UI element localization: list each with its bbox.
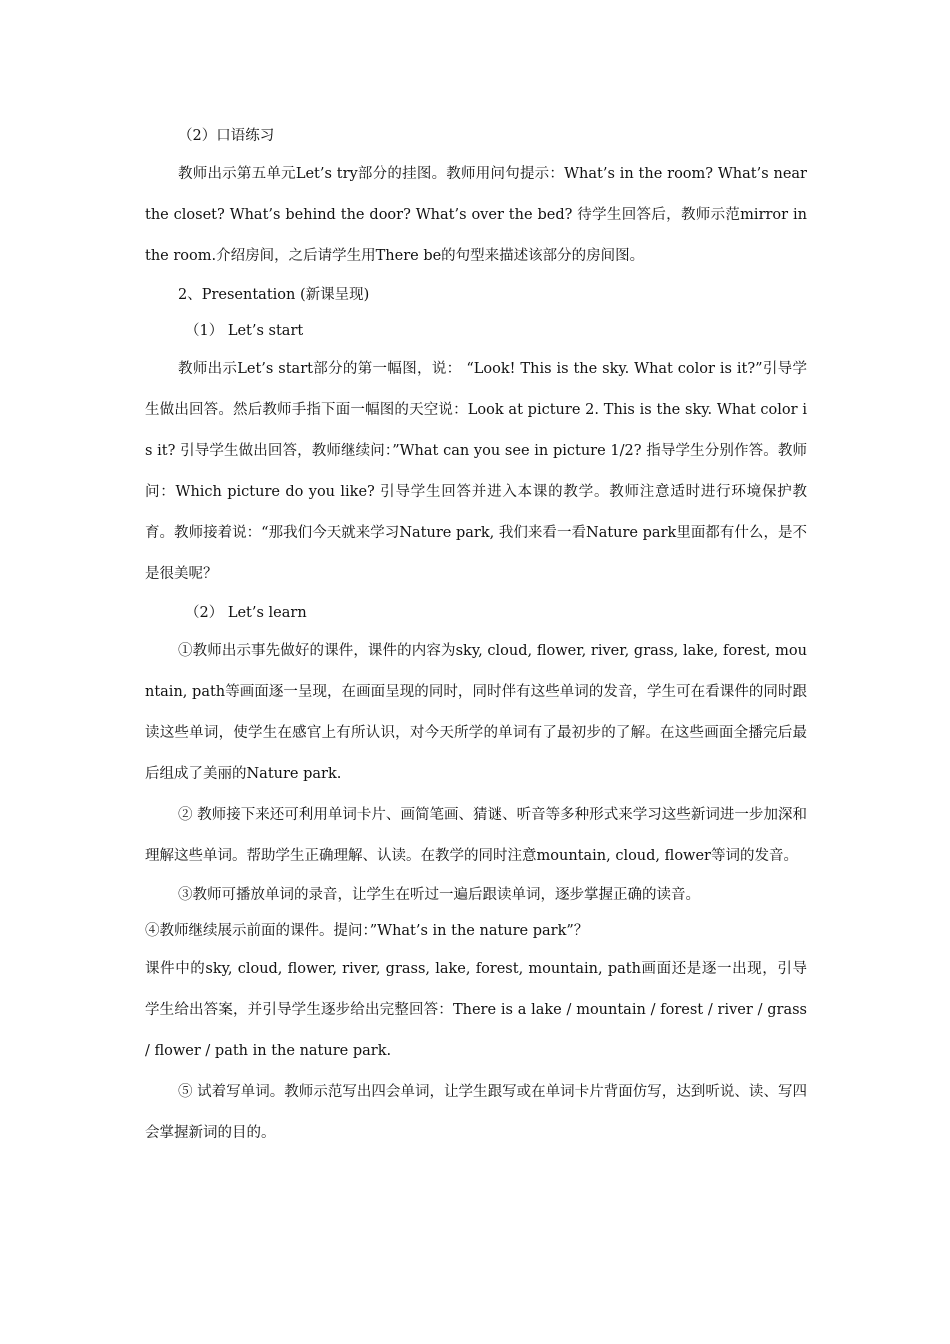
paragraph-step-4: ④教师继续展示前面的课件。提问：”What’s in the nature park”？	[145, 923, 589, 939]
paragraph-step-3: ③教师可播放单词的录音，让学生在听过一遍后跟读单词，逐步掌握正确的读音。	[178, 887, 700, 903]
paragraph-lets-start: 教师出示Let’s start部分的第一幅图，说： “Look! This is the sky. What color is it?”引导学生做出回答。然后教师手指下面一幅图的天空说：Look at picture 2. This is the sky. What color is it? 引导学生做出回答，教师继续问：”What can you see in picture 1/2? 指导学生分别作答。教师问：Which picture do you like? 引导学生回答并进入本课的教学。教师注意适时进行环境保护教育。教师接着说：“那我们今天就来学习Nature park, 我们来看一看Nature park里面都有什么，是不是很美呢？	[145, 361, 807, 582]
section-heading-presentation: 2、Presentation (新课呈现)	[178, 287, 370, 303]
paragraph-step-2: ② 教师接下来还可利用单词卡片、画简笔画、猜谜、听音等多种形式来学习这些新词进一步加深和理解这些单词。帮助学生正确理解、认读。在教学的同时注意mountain, cloud, flower等词的发音。	[145, 807, 807, 864]
paragraph-step-4-detail: 课件中的sky, cloud, flower, river, grass, lake, forest, mountain, path画面还是逐一出现，引导学生给出答案，并引导学生逐步给出完整回答：There is a lake / mountain / forest / river / grass / flower / path in the nature park.	[145, 961, 807, 1059]
section-heading-oral-practice: （2）口语练习	[178, 128, 275, 144]
paragraph-step-5: ⑤ 试着写单词。教师示范写出四会单词，让学生跟写或在单词卡片背面仿写，达到听说、读、写四会掌握新词的目的。	[145, 1084, 807, 1141]
subheading-lets-learn: （2） Let’s learn	[185, 605, 307, 621]
paragraph-step-1: ①教师出示事先做好的课件，课件的内容为sky, cloud, flower, river, grass, lake, forest, mountain, path等画面逐一呈现，在画面呈现的同时，同时伴有这些单词的发音，学生可在看课件的同时跟读这些单词，使学生在感官上有所认识，对今天所学的单词有了最初步的了解。在这些画面全播完后最后组成了美丽的Nature park.	[145, 643, 807, 782]
paragraph-oral-practice: 教师出示第五单元Let’s try部分的挂图。教师用问句提示：What’s in the room? What’s near the closet? What’s behind the door? What’s over the bed? 待学生回答后，教师示范mirror in the room.介绍房间，之后请学生用There be的句型来描述该部分的房间图。	[145, 166, 807, 264]
document-body	[145, 118, 807, 1154]
subheading-lets-start: （1） Let’s start	[185, 323, 304, 339]
